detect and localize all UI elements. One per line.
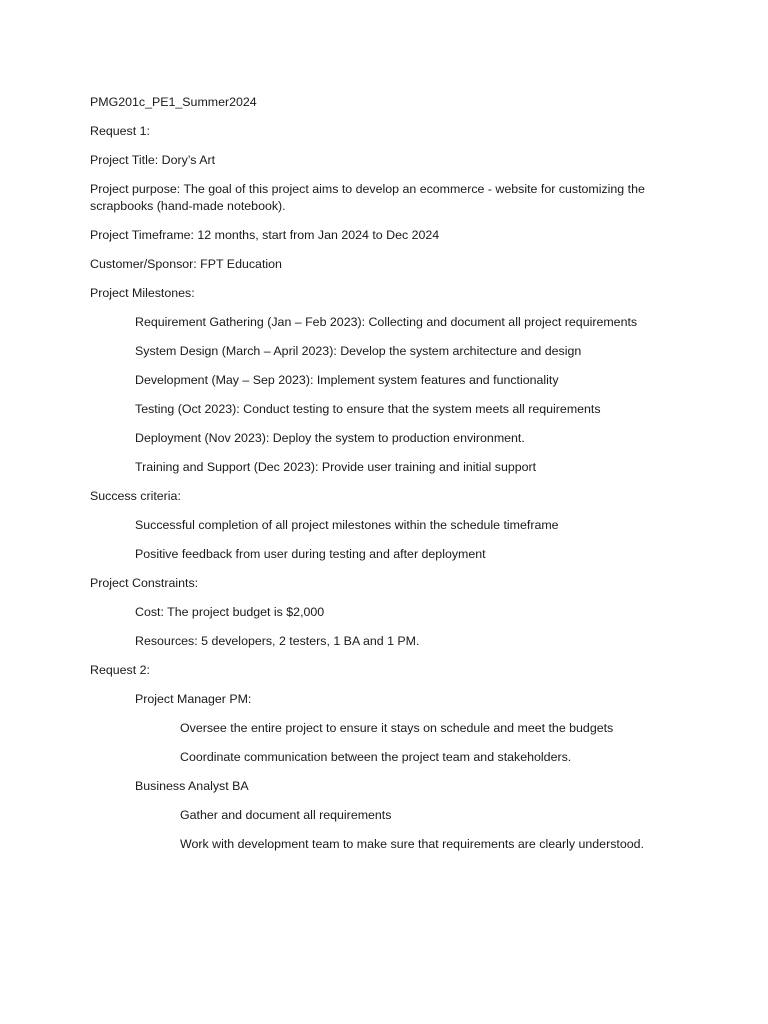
success-criteria-item: Positive feedback from user during testing and after deployment — [135, 547, 486, 561]
ba-item: Work with development team to make sure that requirements are clearly understood. — [180, 837, 644, 851]
document-filename: PMG201c_PE1_Summer2024 — [90, 95, 257, 109]
milestone-item: Requirement Gathering (Jan – Feb 2023): Collecting and document all project requirements — [135, 315, 638, 329]
constraints-heading: Project Constraints: — [90, 576, 199, 590]
request-1-heading: Request 1: — [90, 124, 150, 138]
milestone-item: System Design (March – April 2023): Develop the system architecture and design — [135, 344, 582, 358]
customer-sponsor: Customer/Sponsor: FPT Education — [90, 257, 282, 271]
milestone-item: Deployment (Nov 2023): Deploy the system to production environment. — [135, 431, 525, 445]
pm-item: Coordinate communication between the project team and stakeholders. — [180, 750, 572, 764]
milestone-item: Training and Support (Dec 2023): Provide user training and initial support — [135, 460, 537, 474]
pm-item: Oversee the entire project to ensure it stays on schedule and meet the budgets — [180, 721, 614, 735]
pm-heading: Project Manager PM: — [135, 692, 252, 706]
milestones-heading: Project Milestones: — [90, 286, 195, 300]
milestone-item: Testing (Oct 2023): Conduct testing to ensure that the system meets all requirements — [135, 402, 601, 416]
project-timeframe: Project Timeframe: 12 months, start from Jan 2024 to Dec 2024 — [90, 228, 440, 242]
constraint-item: Resources: 5 developers, 2 testers, 1 BA and 1 PM. — [135, 634, 420, 648]
milestone-item: Development (May – Sep 2023): Implement system features and functionality — [135, 373, 559, 387]
ba-item: Gather and document all requirements — [180, 808, 392, 822]
project-title: Project Title: Dory’s Art — [90, 153, 216, 167]
request-2-heading: Request 2: — [90, 663, 150, 677]
success-criteria-heading: Success criteria: — [90, 489, 181, 503]
project-purpose: Project purpose: The goal of this project aims to develop an ecommerce - website for customizing the scrapbooks (hand-made notebook). — [90, 182, 645, 213]
ba-heading: Business Analyst BA — [135, 779, 249, 793]
document-page — [90, 94, 690, 865]
success-criteria-item: Successful completion of all project milestones within the schedule timeframe — [135, 518, 559, 532]
constraint-item: Cost: The project budget is $2,000 — [135, 605, 325, 619]
